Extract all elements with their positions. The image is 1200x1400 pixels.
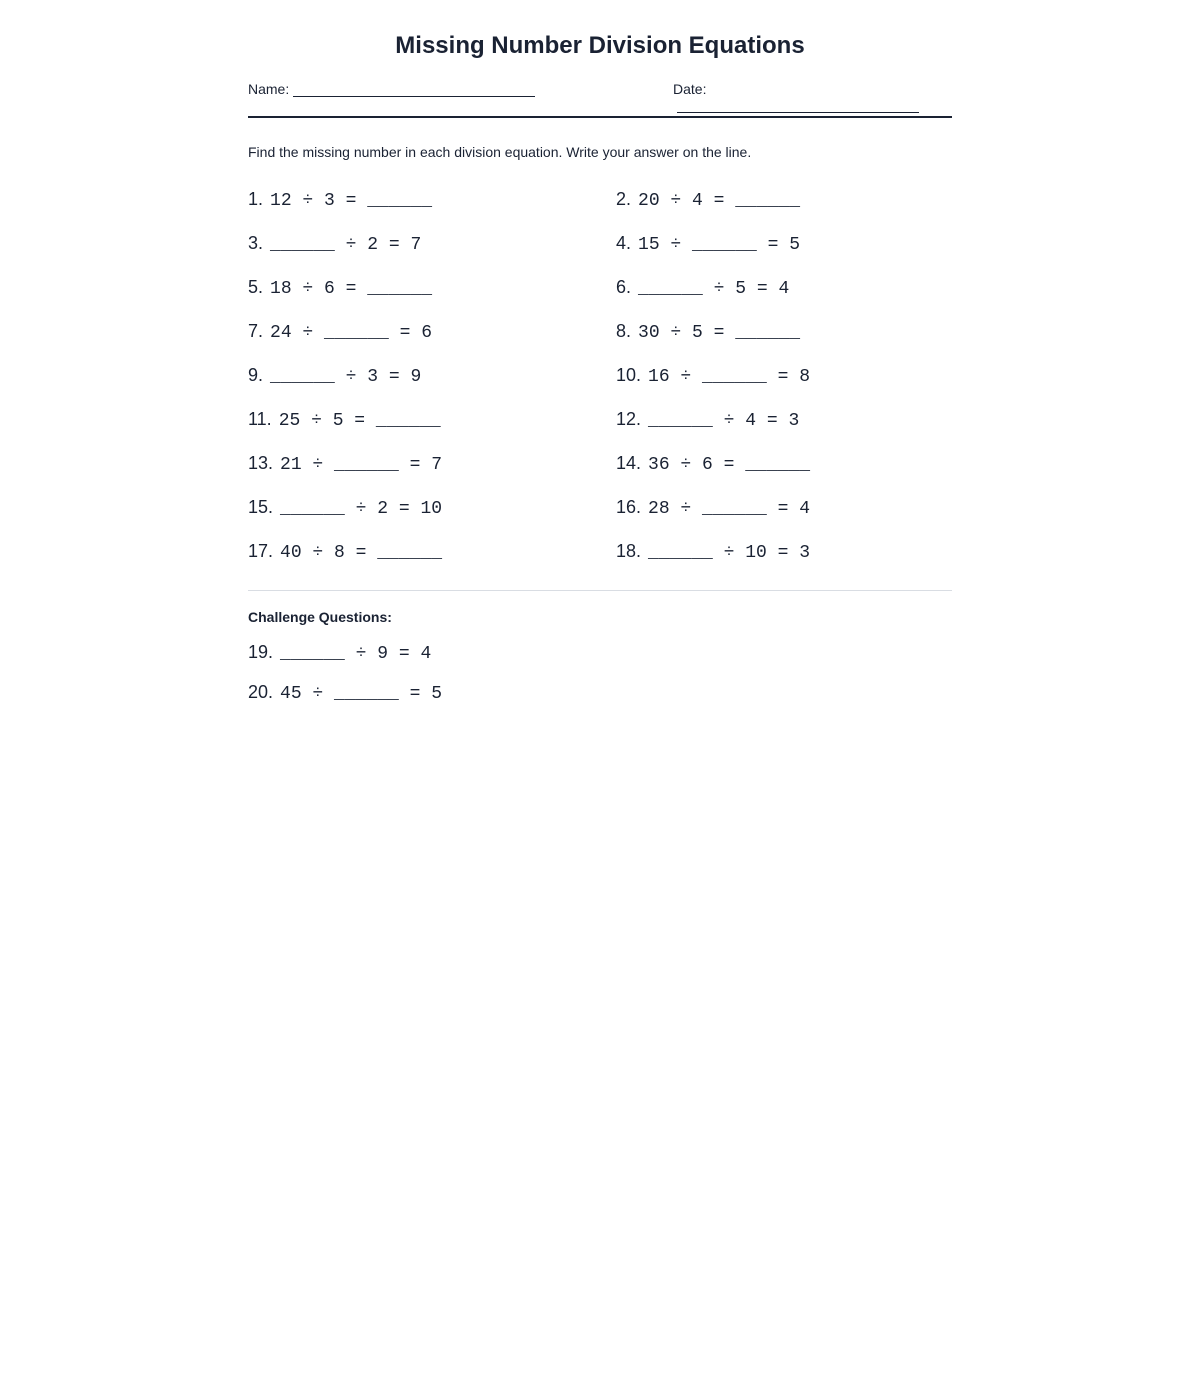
problem-number: 13. [248,453,274,473]
problem-equation: 30 ÷ 5 = ______ [638,323,801,343]
problem [616,408,799,432]
problem-number: 2. [616,189,632,209]
problem-number: 16. [616,497,642,517]
problem-number: 20. [248,682,274,702]
problem-number: 10. [616,365,642,385]
problem [616,188,800,212]
problem-equation: ______ ÷ 9 = 4 [280,644,432,664]
problem-number: 19. [248,642,274,662]
challenge-heading: Challenge Questions: [248,609,392,625]
problem-equation: ______ ÷ 2 = 10 [280,499,443,519]
problem [616,364,810,388]
problem [248,364,421,388]
problem-number: 15. [248,497,274,517]
problem [248,188,432,212]
problem-equation: ______ ÷ 2 = 7 [270,235,422,255]
header-divider [248,116,952,118]
date-field [673,81,952,113]
problem [616,452,810,476]
problem-number: 14. [616,453,642,473]
problem-equation: 12 ÷ 3 = ______ [270,191,433,211]
problem-equation: 40 ÷ 8 = ______ [280,543,443,563]
problem-number: 5. [248,277,264,297]
problem-equation: 24 ÷ ______ = 6 [270,323,433,343]
problem [616,232,800,256]
problem-number: 9. [248,365,264,385]
problem-number: 7. [248,321,264,341]
name-field [248,81,535,97]
problem-equation: 20 ÷ 4 = ______ [638,191,801,211]
page-title: Missing Number Division Equations [395,32,805,59]
problem [616,496,810,520]
problem [616,276,789,300]
problem-number: 17. [248,541,274,561]
problem [616,540,810,564]
problem-equation: ______ ÷ 5 = 4 [638,279,790,299]
problem [248,276,432,300]
problem-equation: 36 ÷ 6 = ______ [648,455,811,475]
problem [248,452,442,476]
problem-equation: 21 ÷ ______ = 7 [280,455,443,475]
problem-number: 6. [616,277,632,297]
problem [248,641,431,665]
problem-number: 11. [248,409,272,429]
problem-number: 18. [616,541,642,561]
problem-number: 4. [616,233,632,253]
problem [248,408,441,432]
problem [248,320,432,344]
problem [248,681,442,705]
problem-equation: 28 ÷ ______ = 4 [648,499,811,519]
problem-equation: ______ ÷ 10 = 3 [648,543,811,563]
name-line [293,81,535,97]
problem-equation: 15 ÷ ______ = 5 [638,235,801,255]
section-divider [248,590,952,591]
name-label: Name: [248,81,290,97]
problem [616,320,800,344]
problem-equation: 18 ÷ 6 = ______ [270,279,433,299]
date-label: Date: [673,81,707,97]
instructions: Find the missing number in each division equation. Write your answer on the line. [248,144,752,160]
problem-equation: 25 ÷ 5 = ______ [278,411,441,431]
date-line [677,97,919,113]
problem [248,540,442,564]
problem-equation: ______ ÷ 4 = 3 [648,411,800,431]
problem-number: 8. [616,321,632,341]
problem-equation: ______ ÷ 3 = 9 [270,367,422,387]
problem [248,232,421,256]
problem-number: 3. [248,233,264,253]
problem-equation: 45 ÷ ______ = 5 [280,684,443,704]
problem-number: 12. [616,409,642,429]
problem [248,496,442,520]
problem-equation: 16 ÷ ______ = 8 [648,367,811,387]
problem-number: 1. [248,189,264,209]
